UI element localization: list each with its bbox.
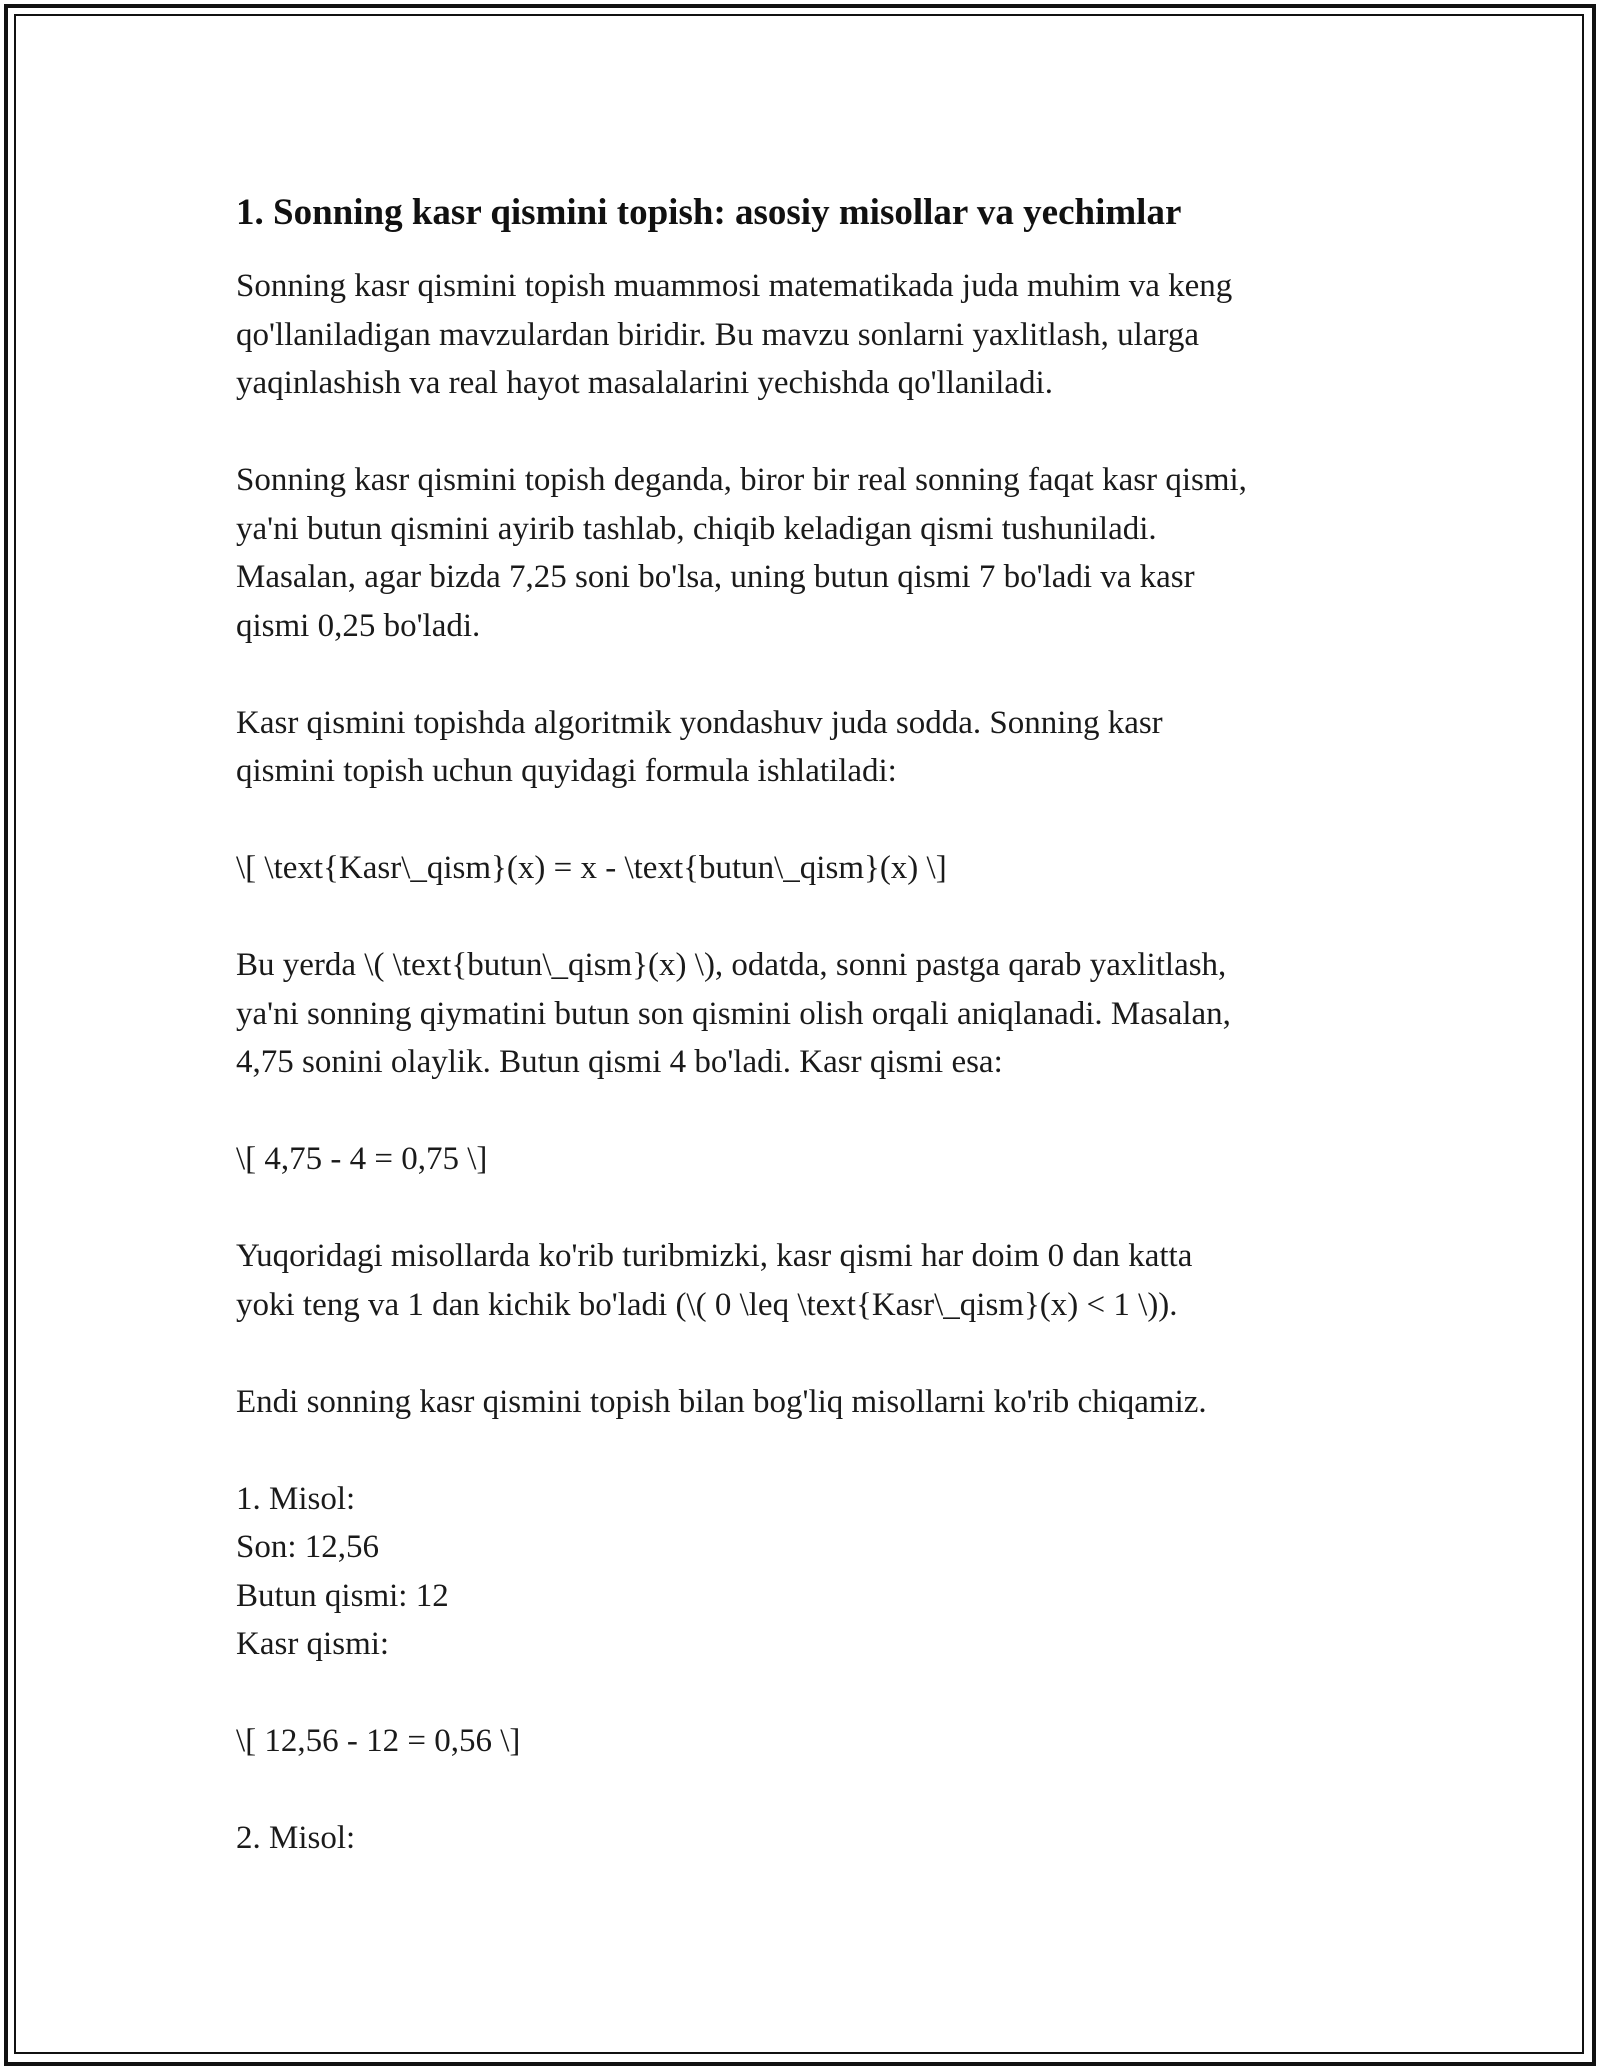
example-2-title: 2. Misol: xyxy=(236,1820,356,1856)
example-2 xyxy=(236,1814,1386,1863)
example-1-title: 1. Misol: xyxy=(236,1480,356,1517)
paragraph-definition: Sonning kasr qismini topish deganda, biror bir real sonning faqat kasr qismi, ya'ni butun qismini ayirib tashlab, chiqib keladigan qismi tushuniladi. Masalan, agar bizda 7,25 soni bo'lsa, uning butun qismi 7 bo'ladi va kasr qismi 0,25 bo'ladi. xyxy=(236,462,1247,644)
example-1-son: Son: 12,56 xyxy=(236,1529,380,1565)
formula-example-1: \[ 12,56 - 12 = 0,56 \] xyxy=(236,1723,521,1759)
document-heading: 1. Sonning kasr qismini topish: asosiy misollar va yechimlar xyxy=(236,192,1182,233)
formula-example-4-75: \[ 4,75 - 4 = 0,75 \] xyxy=(236,1141,488,1177)
paragraph-intro: Sonning kasr qismini topish muammosi matematikada juda muhim va keng qo'llaniladigan mavzulardan biridir. Bu mavzu sonlarni yaxlitlash, ularga yaqinlashish va real hayot masalalarini yechishda qo'llaniladi. xyxy=(236,268,1233,401)
paragraph-algorithm: Kasr qismini topishda algoritmik yondashuv juda sodda. Sonning kasr qismini topish uchun quyidagi formula ishlatiladi: xyxy=(236,704,1163,789)
paragraph-range: Yuqoridagi misollarda ko'rib turibmizki, kasr qismi har doim 0 dan katta yoki teng va 1 dan kichik bo'ladi (\( 0 \leq \text{Kasr\_qism}(x) < 1 \)). xyxy=(236,1238,1193,1323)
paragraph-transition: Endi sonning kasr qismini topish bilan bog'liq misollarni ko'rib chiqamiz. xyxy=(236,1383,1207,1420)
example-1 xyxy=(236,1475,1386,1669)
paragraph-explanation: Bu yerda \( \text{butun\_qism}(x) \), odatda, sonni pastga qarab yaxlitlash, ya'ni sonning qiymatini butun son qismini olish orqali aniqlanadi. Masalan, 4,75 sonini olaylik. Butun qismi 4 bo'ladi. Kasr qismi esa: xyxy=(236,947,1231,1080)
document-body xyxy=(236,188,1386,1911)
example-1-butun: Butun qismi: 12 xyxy=(236,1577,449,1614)
formula-kasr-qism: \[ \text{Kasr\_qism}(x) = x - \text{butun\_qism}(x) \] xyxy=(236,850,947,886)
example-1-kasr: Kasr qismi: xyxy=(236,1626,390,1662)
